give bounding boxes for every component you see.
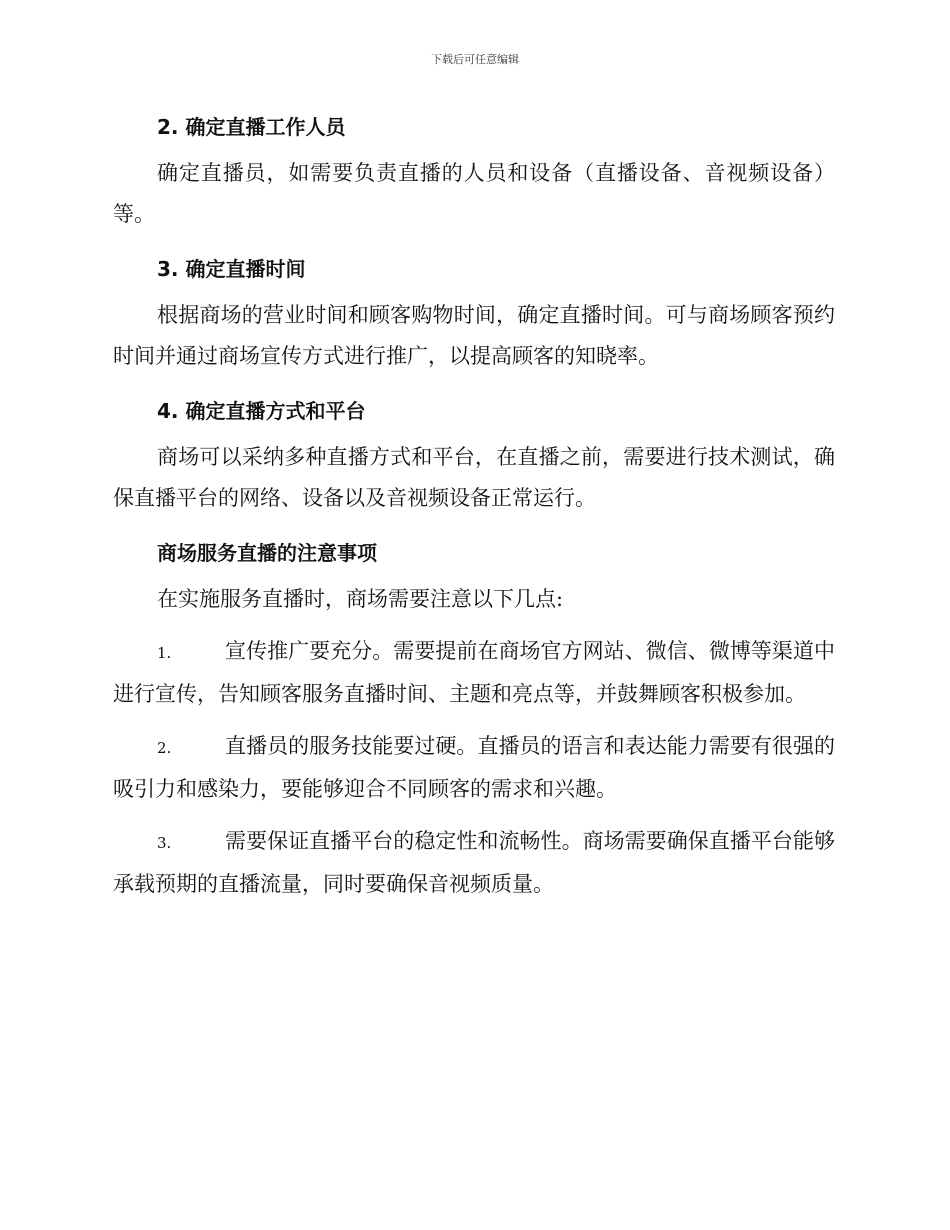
page-header: 下载后可任意编辑 <box>431 53 519 66</box>
list-item-text: 宣传推广要充分。需要提前在商场官方网站、微信、微博等渠道中进行宣传，告知顾客服务直播时间、主题和亮点等，并鼓舞顾客积极参加。 <box>113 639 835 706</box>
list-item-number: 3. <box>157 834 172 852</box>
list-item-text: 直播员的服务技能要过硬。直播员的语言和表达能力需要有很强的吸引力和感染力，要能够迎合不同顾客的需求和兴趣。 <box>113 734 835 801</box>
section-paragraph-3: 根据商场的营业时间和顾客购物时间，确定直播时间。可与商场顾客预约时间并通过商场宣传方式进行推广，以提高顾客的知晓率。 <box>113 303 835 368</box>
notes-heading: 商场服务直播的注意事项 <box>157 541 377 565</box>
list-item-number: 1. <box>157 644 172 662</box>
list-item-number: 2. <box>157 739 172 757</box>
section-heading-2: 2. 确定直播工作人员 <box>157 115 346 139</box>
section-heading-3: 3. 确定直播时间 <box>157 257 306 281</box>
notes-intro: 在实施服务直播时，商场需要注意以下几点: <box>157 587 564 611</box>
list-item <box>113 821 835 905</box>
section-paragraph-4: 商场可以采纳多种直播方式和平台，在直播之前，需要进行技术测试，确保直播平台的网络、设备以及音视频设备正常运行。 <box>113 445 835 510</box>
section-paragraph-2: 确定直播员，如需要负责直播的人员和设备（直播设备、音视频设备）等。 <box>113 161 835 226</box>
list-item-text: 需要保证直播平台的稳定性和流畅性。商场需要确保直播平台能够承载预期的直播流量，同时要确保音视频质量。 <box>113 829 835 896</box>
list-item <box>113 631 835 715</box>
list-item <box>113 726 835 810</box>
section-heading-4: 4. 确定直播方式和平台 <box>157 399 366 423</box>
document-body <box>113 112 835 905</box>
